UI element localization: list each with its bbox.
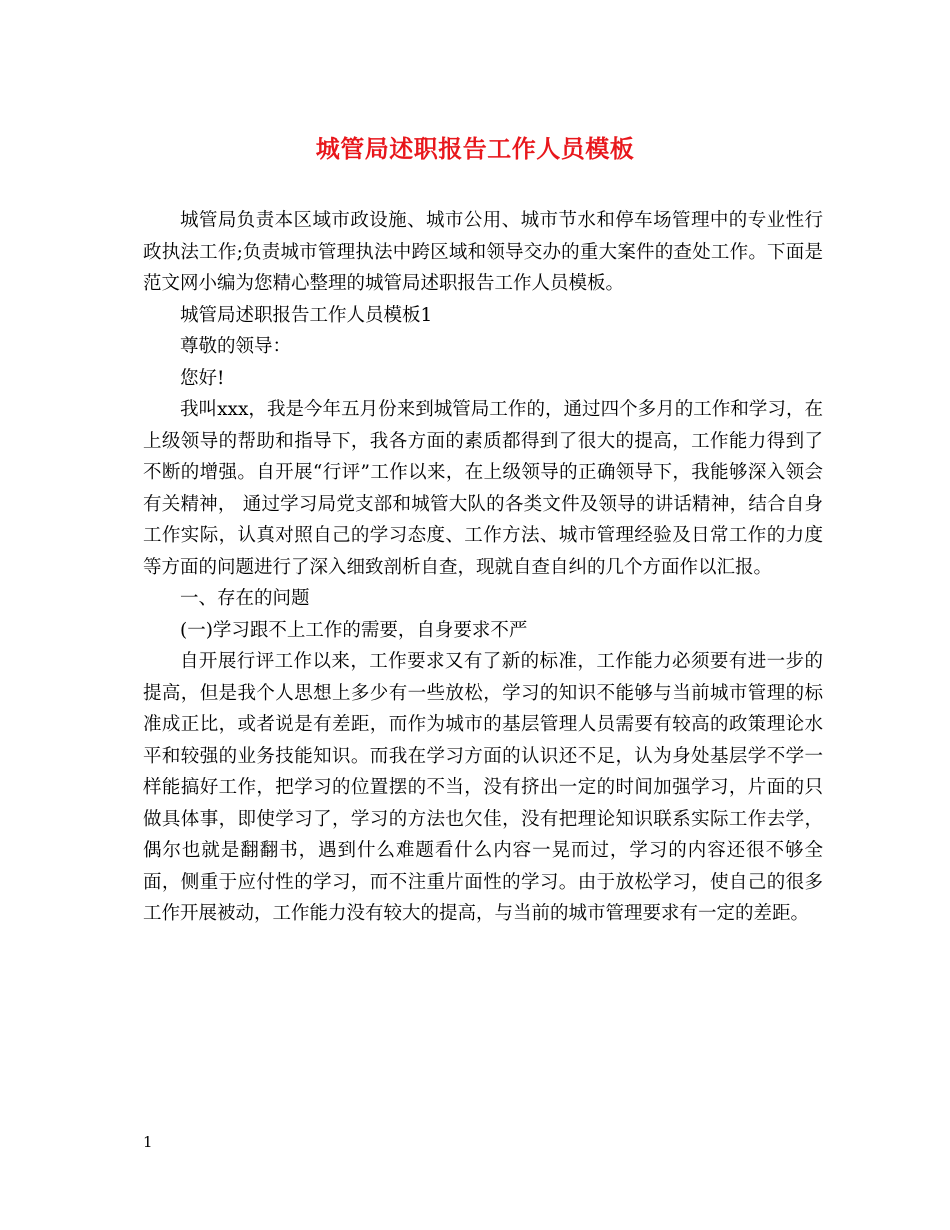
body-paragraph: 自开展行评工作以来，工作要求又有了新的标准，工作能力必须要有进一步的提高，但是我个人思想上多少有一些放松，学习的知识不能够与当前城市管理的标准成正比，或者说是有差距，而作为城市的基层管理人员需要有较高的政策理论水平和较强的业务技能知识。而我在学习方面的认识还不足，认为身处基层学不学一样能搞好工作，把学习的位置摆的不当，没有挤出一定的时间加强学习，片面的只做具体事，即使学习了，学习的方法也欠佳，没有把理论知识联系实际工作去学，偶尔也就是翻翻书，遇到什么难题看什么内容一晃而过，学习的内容还很不够全面，侧重于应付性的学习，而不注重片面性的学习。由于放松学习，使自己的很多工作开展被动，工作能力没有较大的提高，与当前的城市管理要求有一定的差距。 [143, 651, 823, 924]
document-title: 城管局述职报告工作人员模板 [315, 134, 635, 163]
body-paragraph: 我叫xxx，我是今年五月份来到城管局工作的，通过四个多月的工作和学习，在上级领导的帮助和指导下，我各方面的素质都得到了很大的提高，工作能力得到了不断的增强。自开展“行评”工作以来，在上级领导的正确领导下，我能够深入领会有关精神， 通过学习局党支部和城管大队的各类文件及领导的讲话精神，结合自身工作实际，认真对照自己的学习态度、工作方法、城市管理经验及日常工作的力度等方面的问题进行了深入细致剖析自查，现就自查自纠的几个方面作以汇报。 [143, 399, 823, 578]
document-body [143, 205, 823, 930]
greeting: 您好! [180, 367, 225, 389]
subheading: 一、存在的问题 [180, 588, 310, 609]
page-number: 1 [143, 1133, 153, 1151]
section-heading: 城管局述职报告工作人员模板1 [180, 304, 433, 326]
salutation: 尊敬的领导： [180, 336, 292, 357]
intro-paragraph: 城管局负责本区域市政设施、城市公用、城市节水和停车场管理中的专业性行政执法工作;负责城市管理执法中跨区域和领导交办的重大案件的查处工作。下面是范文网小编为您精心整理的城管局述职报告工作人员模板。 [143, 210, 823, 294]
subheading: (一)学习跟不上工作的需要，自身要求不严 [180, 619, 528, 641]
